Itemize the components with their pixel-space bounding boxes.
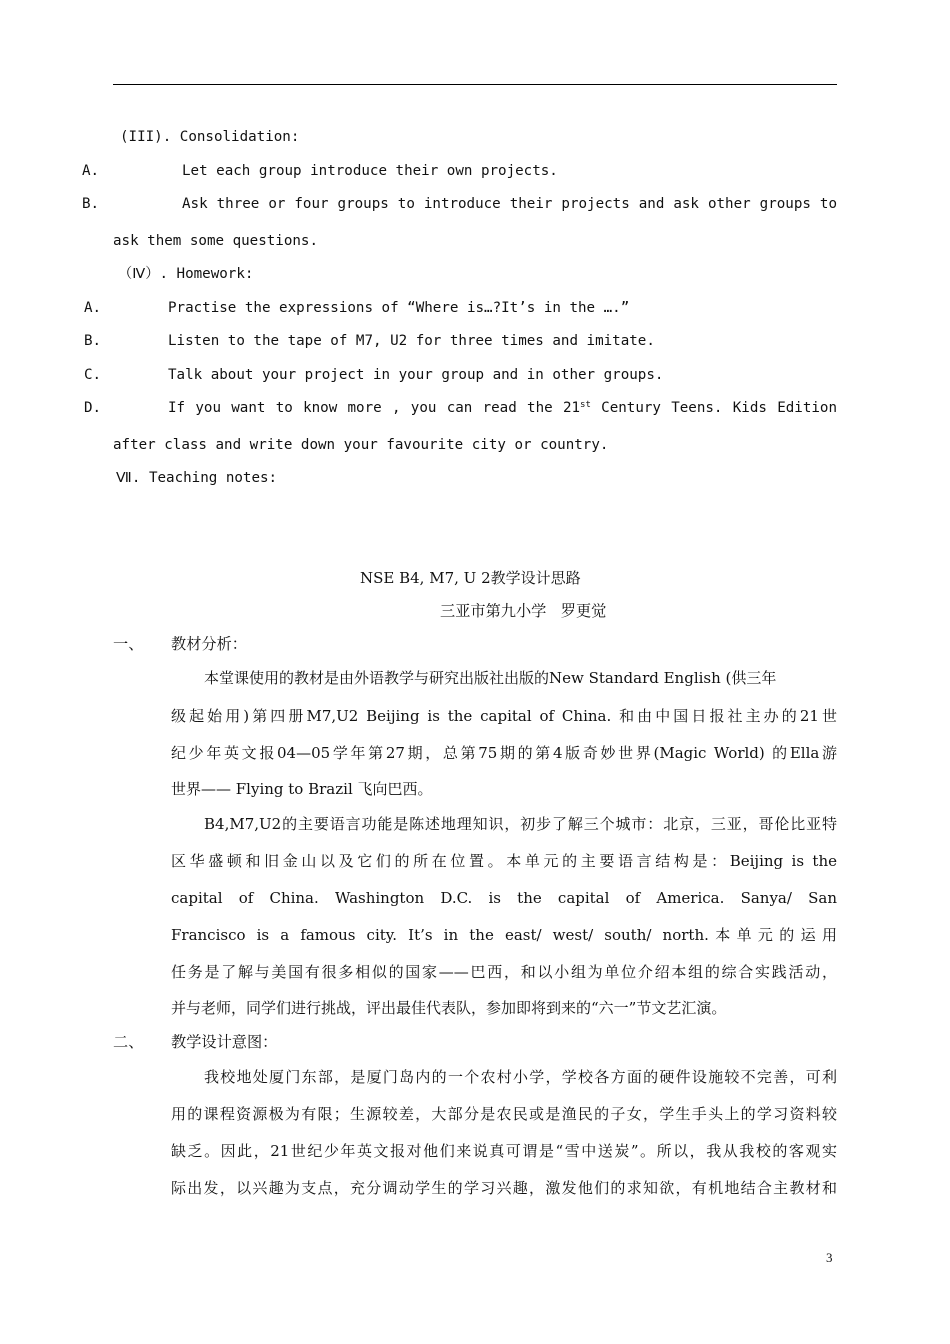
paragraph-line: Francisco is a famous city. It’s in the east/ west/ south/ north.本单元的运用 [171, 926, 837, 944]
design-title: NSE B4, M7, U 2教学设计思路 [360, 569, 581, 587]
list-label: B. [84, 333, 102, 349]
list-item-text: Ask three or four groups to introduce their projects and ask other groups to [182, 196, 837, 212]
paragraph-line: 际出发，以兴趣为支点，充分调动学生的学习兴趣，激发他们的求知欲，有机地结合主教材和 [171, 1179, 837, 1197]
list-label: C. [84, 367, 102, 383]
paragraph-line: 本堂课使用的教材是由外语教学与研究出版社出版的New Standard English (供三年 [204, 669, 777, 687]
paragraph-line: 区华盛顿和旧金山以及它们的所在位置。本单元的主要语言结构是：Beijing is the [171, 852, 837, 870]
page-number: 3 [826, 1250, 833, 1265]
list-item-text [168, 398, 837, 418]
paragraph-line: 用的课程资源极为有限；生源较差，大部分是农民或是渔民的子女，学生手头上的学习资料较 [171, 1105, 837, 1123]
list-label: D. [84, 400, 102, 416]
homework-heading: （Ⅳ）. Homework: [118, 266, 254, 282]
paragraph-line: 任务是了解与美国有很多相似的国家——巴西，和以小组为单位介绍本组的综合实践活动， [171, 963, 837, 981]
section-number: 二、 [113, 1033, 144, 1051]
text-segment: Century Teens. Kids Edition [590, 400, 837, 416]
paragraph-line: 缺乏。因此，21世纪少年英文报对他们来说真可谓是“雪中送炭”。所以，我从我校的客观实 [171, 1142, 837, 1160]
paragraph-line: capital of China. Washington D.C. is the capital of America. Sanya/ San [171, 889, 837, 907]
list-label: A. [84, 300, 102, 316]
section-number: 一、 [113, 635, 144, 653]
list-item-text: Let each group introduce their own projects. [182, 163, 558, 179]
paragraph-line: 世界—— Flying to Brazil 飞向巴西。 [171, 780, 433, 798]
list-item-continuation: after class and write down your favourite city or country. [113, 437, 609, 453]
list-item-text: Talk about your project in your group and in other groups. [168, 367, 664, 383]
consolidation-heading: (III). Consolidation: [120, 129, 300, 145]
list-item-text: Listen to the tape of M7, U2 for three times and imitate. [168, 333, 655, 349]
paragraph-line: B4,M7,U2的主要语言功能是陈述地理知识，初步了解三个城市：北京，三亚，哥伦比亚特 [204, 815, 837, 833]
design-author: 三亚市第九小学 罗更觉 [440, 602, 607, 620]
list-label: B. [82, 196, 100, 212]
text-segment: If you want to know more , you can read the 21 [168, 400, 581, 416]
paragraph-line: 并与老师，同学们进行挑战，评出最佳代表队，参加即将到来的“六一”节文艺汇演。 [171, 999, 727, 1017]
teaching-notes-heading: Ⅶ. Teaching notes: [116, 470, 278, 486]
paragraph-line: 我校地处厦门东部，是厦门岛内的一个农村小学，学校各方面的硬件设施较不完善，可利 [204, 1068, 837, 1086]
ordinal-suffix: st [580, 400, 591, 410]
list-label: A. [82, 163, 100, 179]
section-heading: 教学设计意图： [171, 1033, 278, 1051]
list-item-text: Practise the expressions of “Where is…?It’s in the ….” [168, 300, 630, 316]
header-rule [113, 84, 837, 85]
list-item-continuation: ask them some questions. [113, 233, 318, 249]
section-heading: 教材分析： [171, 635, 247, 653]
paragraph-line: 级起始用)第四册M7,U2 Beijing is the capital of China. 和由中国日报社主办的21世 [171, 707, 837, 725]
paragraph-line: 纪少年英文报04—05学年第27期，总第75期的第4版奇妙世界(Magic World) 的Ella游 [171, 744, 837, 762]
